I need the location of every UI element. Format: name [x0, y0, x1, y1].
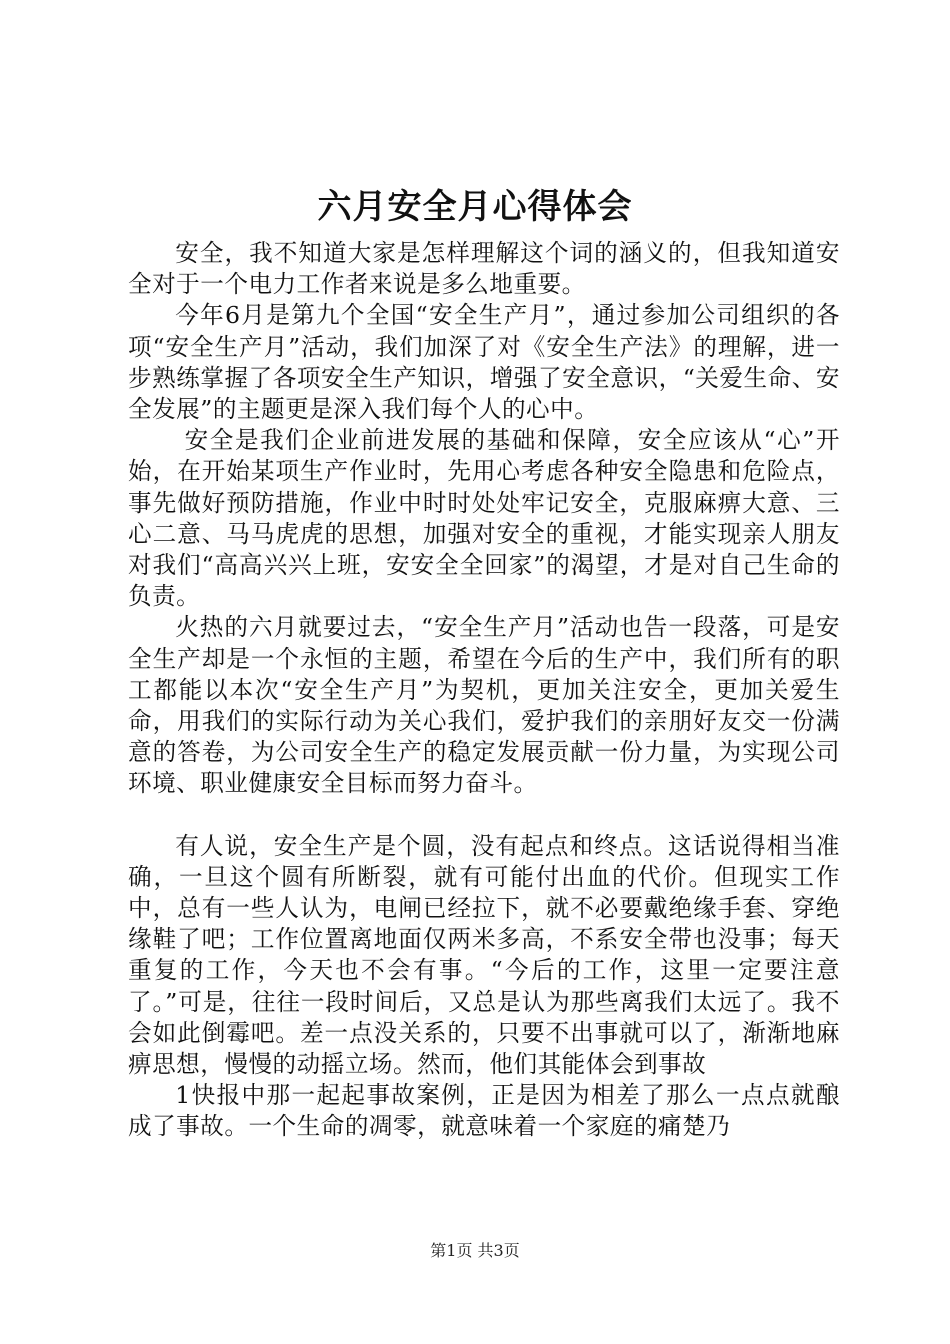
paragraph-3: 安全是我们企业前进发展的基础和保障，安全应该从“心”开始，在开始某项生产作业时，先用心考虑各种安全隐患和危险点，事先做好预防措施，作业中时时处处牢记安全，克服麻痹大意、三心二意、马马虎虎的思想，加强对安全的重视，才能实现亲人朋友对我们“高高兴兴上班，安安全全回家”的渴望，才是对自己生命的负责。 — [128, 426, 840, 611]
paragraph-6: 1快报中那一起起事故案例，正是因为相差了那么一点点就酿成了事故。一个生命的凋零，就意味着一个家庭的痛楚乃 — [128, 1081, 840, 1141]
document-title: 六月安全月心得体会 — [317, 187, 633, 227]
document-body — [128, 238, 840, 1143]
paragraph-2: 今年6月是第九个全国“安全生产月”，通过参加公司组织的各项“安全生产月”活动，我们加深了对《安全生产法》的理解，进一步熟练掌握了各项安全生产知识，增强了安全意识，“关爱生命、安全发展”的主题更是深入我们每个人的心中。 — [128, 301, 840, 424]
paragraph-4: 火热的六月就要过去，“安全生产月”活动也告一段落，可是安全生产却是一个永恒的主题，希望在今后的生产中，我们所有的职工都能以本次“安全生产月”为契机，更加关注安全，更加关爱生命，用我们的实际行动为关心我们，爱护我们的亲朋好友交一份满意的答卷，为公司安全生产的稳定发展贡献一份力量，为实现公司环境、职业健康安全目标而努力奋斗。 — [128, 613, 840, 798]
paragraph-spacer — [128, 800, 840, 831]
page-number-footer: 第1页 共3页 — [430, 1241, 520, 1260]
paragraph-5: 有人说，安全生产是个圆，没有起点和终点。这话说得相当准确，一旦这个圆有所断裂，就有可能付出血的代价。但现实工作中，总有一些人认为，电闸已经拉下，就不必要戴绝缘手套、穿绝缘鞋了吧；工作位置离地面仅两米多高，不系安全带也没事；每天重复的工作，今天也不会有事。“今后的工作，这里一定要注意了。”可是，往往一段时间后，又总是认为那些离我们太远了。我不会如此倒霉吧。差一点没关系的，只要不出事就可以了，渐渐地麻痹思想，慢慢的动摇立场。然而，他们其能体会到事故 — [128, 831, 840, 1079]
paragraph-1: 安全，我不知道大家是怎样理解这个词的涵义的，但我知道安全对于一个电力工作者来说是多么地重要。 — [128, 239, 840, 299]
